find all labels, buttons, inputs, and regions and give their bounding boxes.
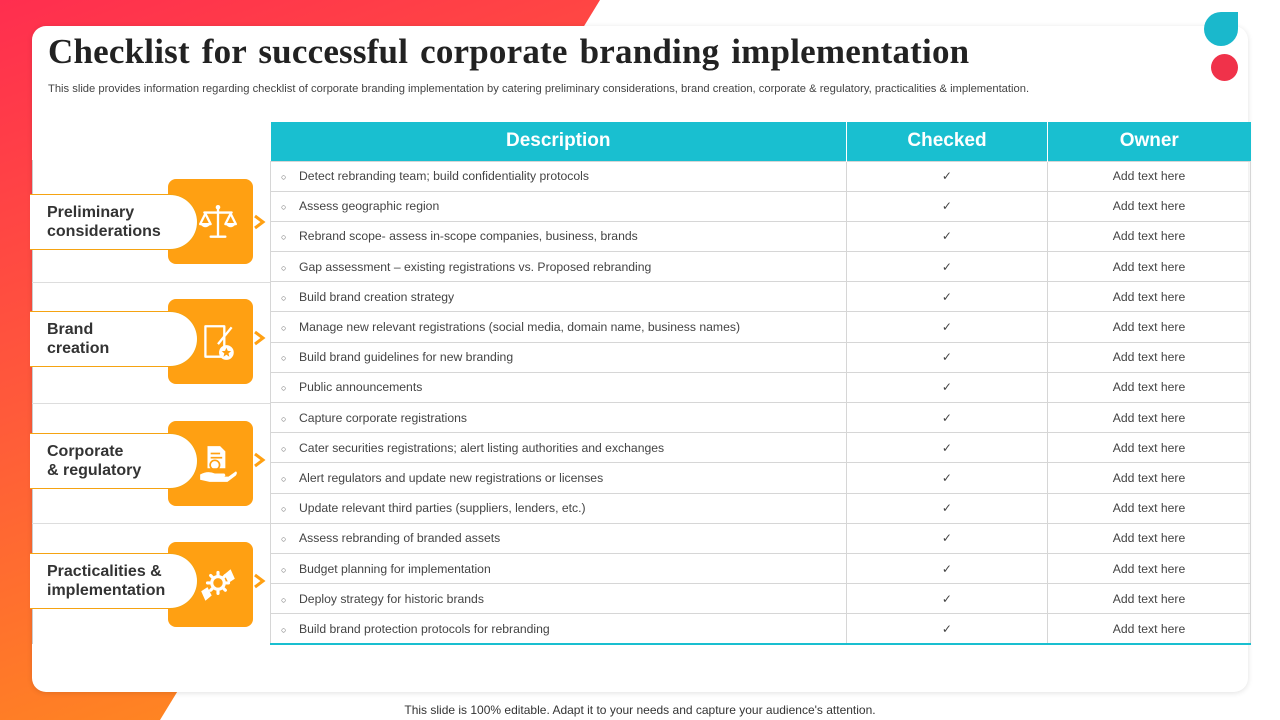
bullet-circle-icon: ○: [281, 353, 287, 364]
table-row: [271, 584, 1251, 614]
row-description-text: Build brand guidelines for new branding: [299, 350, 514, 365]
table-row: [271, 221, 1251, 251]
header-description: Description: [271, 122, 847, 161]
bullet-circle-icon: ○: [281, 534, 287, 545]
row-checked: ✓: [847, 221, 1048, 251]
row-description: [271, 312, 847, 342]
row-description-text: Gap assessment – existing registrations vs. Proposed rebranding: [299, 259, 652, 274]
row-checked: ✓: [847, 312, 1048, 342]
row-description: [271, 282, 847, 312]
row-checked: ✓: [847, 372, 1048, 402]
bullet-circle-icon: ○: [281, 624, 287, 635]
category-separator: [32, 403, 270, 404]
row-owner: Add text here: [1048, 433, 1251, 463]
row-description: [271, 161, 847, 191]
row-owner: Add text here: [1048, 161, 1251, 191]
orange-half-circle: [1245, 18, 1280, 88]
row-description-text: Budget planning for implementation: [299, 561, 491, 576]
page-title: Checklist for successful corporate branding implementation: [48, 32, 970, 71]
bullet-circle-icon: ○: [281, 292, 287, 303]
row-description: [271, 342, 847, 372]
row-description-text: Update relevant third parties (suppliers, lenders, etc.): [299, 501, 586, 516]
table-row: [271, 342, 1251, 372]
row-checked: ✓: [847, 252, 1048, 282]
page-subtitle: This slide provides information regarding checklist of corporate branding implementation by catering preliminary considerations, brand creation, corporate & regulatory, practicalities & implementation.: [48, 83, 1030, 95]
bullet-circle-icon: ○: [281, 413, 287, 424]
checklist-table: [270, 122, 1251, 645]
row-description: [271, 523, 847, 553]
row-owner: Add text here: [1048, 221, 1251, 251]
table-row: [271, 312, 1251, 342]
category-label-line1: Brand: [47, 321, 94, 338]
row-owner: Add text here: [1048, 553, 1251, 583]
row-description: [271, 221, 847, 251]
category-label-line2: creation: [47, 340, 110, 357]
row-description-text: Detect rebranding team; build confidentiality protocols: [299, 169, 589, 184]
row-owner: Add text here: [1048, 493, 1251, 523]
category-corporate-regulatory: [30, 433, 198, 489]
red-dot: [1211, 54, 1238, 81]
row-description: [271, 614, 847, 644]
row-checked: ✓: [847, 553, 1048, 583]
chevron-right-icon: [252, 330, 268, 346]
header-checked: Checked: [847, 122, 1048, 161]
row-description: [271, 463, 847, 493]
row-description-text: Capture corporate registrations: [299, 410, 468, 425]
row-owner: Add text here: [1048, 584, 1251, 614]
table-row: [271, 161, 1251, 191]
row-owner: Add text here: [1048, 614, 1251, 644]
table-row: [271, 252, 1251, 282]
row-owner: Add text here: [1048, 463, 1251, 493]
chevron-right-icon: [252, 214, 268, 230]
table-row: [271, 493, 1251, 523]
row-owner: Add text here: [1048, 523, 1251, 553]
row-owner: Add text here: [1048, 342, 1251, 372]
row-checked: ✓: [847, 523, 1048, 553]
row-description: [271, 252, 847, 282]
row-owner: Add text here: [1048, 312, 1251, 342]
table-row: [271, 614, 1251, 644]
row-checked: ✓: [847, 584, 1048, 614]
table-row: [271, 191, 1251, 221]
row-checked: ✓: [847, 282, 1048, 312]
row-owner: Add text here: [1048, 403, 1251, 433]
bullet-circle-icon: ○: [281, 504, 287, 515]
bullet-circle-icon: ○: [281, 323, 287, 334]
category-separator: [32, 282, 270, 283]
category-label-line2: implementation: [47, 582, 166, 599]
row-description-text: Deploy strategy for historic brands: [299, 591, 484, 606]
table-row: [271, 523, 1251, 553]
category-practicalities-implementation: [30, 553, 198, 609]
category-label-line2: & regulatory: [47, 462, 142, 479]
header-owner: Owner: [1048, 122, 1251, 161]
table-row: [271, 553, 1251, 583]
bullet-circle-icon: ○: [281, 594, 287, 605]
row-description-text: Alert regulators and update new registrations or licenses: [299, 470, 604, 485]
category-label-line1: Preliminary: [47, 204, 135, 221]
bullet-circle-icon: ○: [281, 443, 287, 454]
bullet-circle-icon: ○: [281, 473, 287, 484]
table-row: [271, 433, 1251, 463]
row-description-text: Assess geographic region: [299, 199, 440, 214]
row-checked: ✓: [847, 463, 1048, 493]
row-description-text: Cater securities registrations; alert listing authorities and exchanges: [299, 440, 665, 455]
category-brand-creation: [30, 311, 198, 367]
teal-shape: [1204, 12, 1238, 46]
bullet-circle-icon: ○: [281, 383, 287, 394]
category-separator: [32, 523, 270, 524]
row-checked: ✓: [847, 403, 1048, 433]
row-description-text: Build brand creation strategy: [299, 289, 455, 304]
row-description-text: Build brand protection protocols for rebranding: [299, 621, 550, 636]
row-checked: ✓: [847, 161, 1048, 191]
category-preliminary-considerations: [30, 194, 198, 250]
row-owner: Add text here: [1048, 191, 1251, 221]
category-label-line1: Practicalities &: [47, 563, 162, 580]
table-row: [271, 403, 1251, 433]
table-row: [271, 372, 1251, 402]
row-owner: Add text here: [1048, 372, 1251, 402]
bullet-circle-icon: ○: [281, 564, 287, 575]
bullet-circle-icon: ○: [281, 262, 287, 273]
category-label-line1: Corporate: [47, 443, 124, 460]
table-row: [271, 463, 1251, 493]
row-description: [271, 191, 847, 221]
row-description: [271, 403, 847, 433]
chevron-right-icon: [252, 573, 268, 589]
row-description-text: Rebrand scope- assess in-scope companies, business, brands: [299, 229, 638, 244]
row-description-text: Manage new relevant registrations (social media, domain name, business names): [299, 320, 740, 335]
row-checked: ✓: [847, 342, 1048, 372]
row-checked: ✓: [847, 614, 1048, 644]
row-description: [271, 553, 847, 583]
row-owner: Add text here: [1048, 252, 1251, 282]
bullet-circle-icon: ○: [281, 202, 287, 213]
table-row: [271, 282, 1251, 312]
category-label-line2: considerations: [47, 223, 161, 240]
chevron-right-icon: [252, 452, 268, 468]
row-description-text: Public announcements: [299, 380, 423, 395]
row-owner: Add text here: [1048, 282, 1251, 312]
row-description-text: Assess rebranding of branded assets: [299, 531, 501, 546]
bullet-circle-icon: ○: [281, 232, 287, 243]
row-description: [271, 372, 847, 402]
footer-note: This slide is 100% editable. Adapt it to your needs and capture your audience's attention.: [404, 703, 876, 717]
row-description: [271, 433, 847, 463]
row-description: [271, 493, 847, 523]
row-checked: ✓: [847, 493, 1048, 523]
row-description: [271, 584, 847, 614]
row-checked: ✓: [847, 191, 1048, 221]
row-checked: ✓: [847, 433, 1048, 463]
bullet-circle-icon: ○: [281, 172, 287, 183]
table-header-row: [271, 122, 1251, 161]
